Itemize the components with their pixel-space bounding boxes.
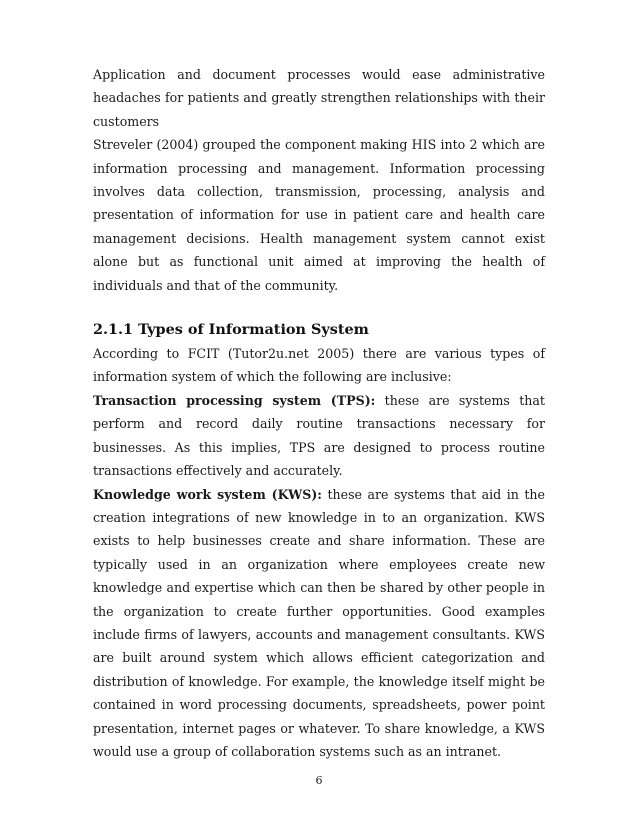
section-heading: 2.1.1 Types of Information System <box>93 321 369 339</box>
paragraph-kws <box>93 483 545 764</box>
page-body <box>93 63 545 763</box>
paragraph-fcit-intro: According to FCIT (Tutor2u.net 2005) there are various types of information system of which the following are inclusive: <box>93 346 545 385</box>
page-number: 6 <box>315 774 323 787</box>
definition-tps: these are systems that perform and record daily routine transactions necessary for businesses. As this implies, TPS are designed to process routine transactions effectively and accurately. <box>93 392 545 479</box>
paragraph-application-processes: Application and document processes would ease administrative headaches for patients and greatly strengthen relationships with their customers <box>93 67 545 129</box>
definition-kws: these are systems that aid in the creation integrations of new knowledge in to an organization. KWS exists to help businesses create and share information. These are typically used in an organization where employees create new knowledge and expertise which can then be shared by other people in the organization to create further opportunities. Good examples include firms of lawyers, accounts and management consultants. KWS are built around system which allows efficient categorization and distribution of knowledge. For example, the knowledge itself might be contained in word processing documents, spreadsheets, power point presentation, internet pages or whatever. To share knowledge, a KWS would use a group of collaboration systems such as an intranet. <box>93 486 545 759</box>
term-kws: Knowledge work system (KWS): <box>93 486 322 502</box>
paragraph-tps <box>93 389 545 483</box>
paragraph-streveler: Streveler (2004) grouped the component making HIS into 2 which are information processing and management. Information processing involves data collection, transmission, processing, analysis and presentation of information for use in patient care and health care management decisions. Health management system cannot exist alone but as functional unit aimed at improving the health of individuals and that of the community. <box>93 137 545 293</box>
term-tps: Transaction processing system (TPS): <box>93 392 376 408</box>
